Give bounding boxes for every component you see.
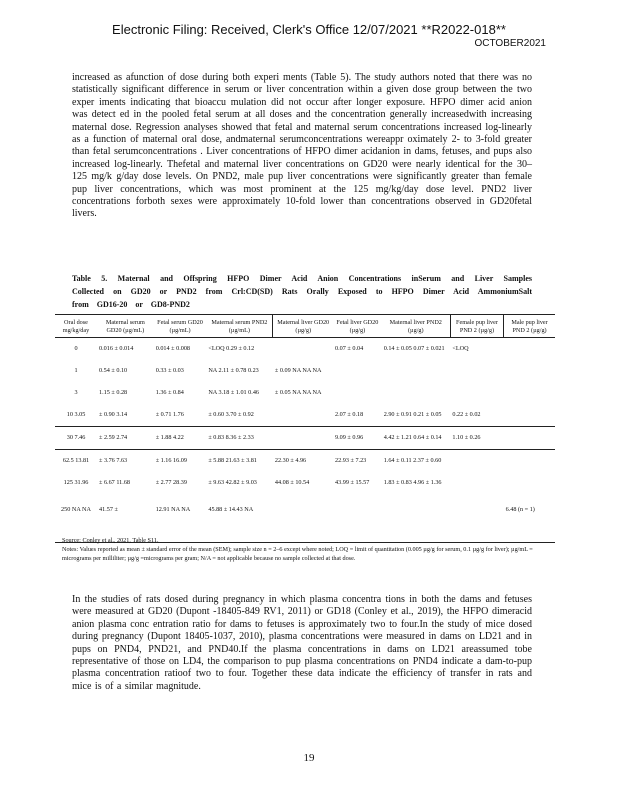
- cell-dose: 1: [74, 367, 78, 374]
- cell: ± 3.76 7.63: [99, 457, 128, 464]
- cell: 0.54 ± 0.10: [99, 367, 128, 374]
- header-female-pup-liver: Female pup liver PND 2 (µg/g): [450, 315, 503, 338]
- paragraph-1: increased as afunction of dose during both experi ments (Table 5). The study authors noted that there was no statistically significant difference in serum or liver concentration within a given dose group between the two exper iments indicating that bioaccu mulation did not occur after longer exposure. HFPO dimer acid anion was detect ed in the pooled fetal serum at all doses and the concentration generally increasedwith increasing maternal dose. Regression analyses showed that fetal and maternal serum concentrations increased log-linearly as a function of maternal oral dose, andmaternal serumconcentrations wereappr oximately 2- to 3-fold greater than fetal serumconcentrations . Liver concentrations of HFPO dimer acidanion in dams, fetuses, and pups also increased log-linearly. Thefetal and maternal liver concentrations on GD20 were nearly identical for the 30–125 mg/k g/day dose levels. On PND2, male pup liver concentrations were significantly greater than female pup liver concentrations, which was most prominent at the 125 mg/kg/day dose level. PND2 liver concentrations forboth sexes were approximately 10-fold lower than concentrations observed in GD20fetal livers.: [72, 72, 532, 220]
- cell: 0.014 ± 0.008: [155, 345, 191, 352]
- header-oral-dose: Oral dose mg/kg/day: [55, 315, 97, 338]
- cell: 0.33 ± 0.03: [155, 367, 184, 374]
- cell: 43.99 ± 15.57: [335, 479, 370, 486]
- cell: [504, 382, 555, 404]
- cell: [504, 338, 555, 361]
- cell: ± 2.59 2.74: [97, 427, 154, 450]
- cell: [382, 382, 451, 404]
- table-row: [55, 338, 555, 361]
- cell: 0.22 ± 0.02: [450, 404, 503, 427]
- cell: 2.07 ± 0.18: [333, 404, 382, 427]
- cell: NA 3.18 ± 1.01 0.46: [208, 389, 260, 396]
- cell: [504, 472, 555, 494]
- cell: ± 9.63 42.82 ± 9.03: [208, 479, 257, 486]
- cell: [333, 382, 382, 404]
- cell: 1.64 ± 0.11 2.37 ± 0.60: [383, 457, 442, 464]
- date-tag: OCTOBER2021: [474, 38, 546, 49]
- cell: [504, 450, 555, 473]
- cell-dose: 250 NA NA: [55, 494, 97, 543]
- cell: 1.83 ± 0.83 4.96 ± 1.36: [383, 479, 442, 486]
- cell: [450, 472, 503, 494]
- cell: [382, 360, 451, 382]
- cell: NA 2.11 ± 0.78 0.23: [208, 367, 259, 374]
- cell: ± 0.60 3.70 ± 0.92: [206, 404, 273, 427]
- cell: ± 0.05 NA NA NA: [274, 389, 322, 396]
- header-maternal-serum-gd20: Maternal serum GD20 (µg/mL): [97, 315, 154, 338]
- cell: [273, 404, 333, 427]
- cell: [273, 427, 333, 450]
- cell: [450, 382, 503, 404]
- cell-dose: 30 7.46: [55, 427, 97, 450]
- cell: ± 0.83 8.36 ± 2.33: [206, 427, 273, 450]
- cell: ± 0.71 1.76: [154, 404, 207, 427]
- cell: 44.08 ± 10.54: [274, 479, 310, 486]
- cell-dose: 62.5 13.81: [62, 457, 90, 464]
- cell: [333, 360, 382, 382]
- page-number: 19: [303, 752, 315, 764]
- table-source: Source: Conley et al., 2021, Table S11.: [62, 537, 159, 544]
- cell: 6.48 (n = 1): [504, 494, 555, 543]
- table-notes-text: Notes: Values reported as mean ± standard error of the mean (SEM); sample size n = 2–6 except where noted; LOQ = limit of quantitation (0.005 µg/g for serum, 0.1 µg/g for liver); µg/mL = micrograms per milliliter; µg/g =micrograms per gram; N/A = not applicable because no sample collected at that dose.: [62, 546, 533, 562]
- cell: ± 0.90 3.14: [97, 404, 154, 427]
- cell: 22.93 ± 7.23: [335, 457, 367, 464]
- cell: 4.42 ± 1.21 0.64 ± 0.14: [382, 427, 451, 450]
- cell: <LOQ: [452, 345, 469, 352]
- cell: [504, 360, 555, 382]
- cell: ± 2.77 28.39: [155, 479, 187, 486]
- cell: 1.15 ± 0.28: [99, 389, 128, 396]
- cell: 22.30 ± 4.96: [274, 457, 307, 464]
- cell: [504, 404, 555, 427]
- table-row: [55, 382, 555, 404]
- cell: ± 5.88 21.63 ± 3.81: [208, 457, 257, 464]
- cell: 41.57 ±: [97, 494, 154, 543]
- cell: 0.07 ± 0.04: [335, 345, 364, 352]
- header-fetal-liver-gd20: Fetal liver GD20 (µg/g): [333, 315, 382, 338]
- header-maternal-serum-pnd2: Maternal serum PND2 (µg/mL): [206, 315, 273, 338]
- cell: 1.36 ± 0.84: [155, 389, 184, 396]
- cell-dose: 125 31.96: [63, 479, 89, 486]
- table-row: [55, 472, 555, 494]
- table-row: [55, 360, 555, 382]
- table-row: [55, 404, 555, 427]
- cell: 0.14 ± 0.05 0.07 ± 0.021: [383, 345, 445, 352]
- table-notes: [62, 536, 552, 563]
- cell: [450, 360, 503, 382]
- cell-dose: 0: [74, 345, 78, 352]
- cell: ± 1.88 4.22: [154, 427, 207, 450]
- table-row: [55, 427, 555, 450]
- cell: ± 1.16 16.09: [155, 457, 187, 464]
- table-header-row: [55, 315, 555, 338]
- cell: 45.88 ± 14.43 NA: [206, 494, 273, 543]
- cell-dose: 3: [74, 389, 78, 396]
- cell: ± 0.09 NA NA NA: [274, 367, 322, 374]
- cell: 0.016 ± 0.014: [99, 345, 134, 352]
- cell: <LOQ 0.29 ± 0.12: [208, 345, 255, 352]
- filing-header: Electronic Filing: Received, Clerk's Office 12/07/2021 **R2022-018**: [112, 22, 506, 37]
- header-fetal-serum-gd20: Fetal serum GD20 (µg/mL): [154, 315, 207, 338]
- cell: 12.91 NA NA: [154, 494, 207, 543]
- cell: [273, 338, 333, 361]
- cell: ± 6.67 11.68: [99, 479, 131, 486]
- cell: [450, 450, 503, 473]
- table-row: [55, 450, 555, 473]
- cell: [504, 427, 555, 450]
- cell: 9.09 ± 0.96: [333, 427, 382, 450]
- header-maternal-liver-gd20: Maternal liver GD20 (µg/g): [273, 315, 333, 338]
- cell: 1.10 ± 0.26: [450, 427, 503, 450]
- header-male-pup-liver: Male pup liver PND 2 (µg/g): [504, 315, 555, 338]
- paragraph-2: In the studies of rats dosed during pregnancy in which plasma concentra tions in both the dams and fetuses were measured at GD20 (Dupont -18405-849 RV1, 2011) or GD18 (Conley et al., 2019), the HFPO dimeracid anion plasma conc entration ratio for dams to fetuses is approximately two to four.In the study of mice dosed during pregnancy (Dupont 18405-1037, 2010), plasma concentrations were measured in dams on LD21 and in pups on PND4, PND21, and PND40.If the plasma concentrations in dams on LD21 areassumed tobe representative of those on LD4, the comparison to pup plasma concentrations on PND4 indicate a dam-to-pup plasma concentration ratioof two to four. Together these data indicate the efficiency of transfer in rats and mice is of a similar magnitude.: [72, 594, 532, 692]
- data-table: [55, 314, 555, 543]
- cell-dose: 10 3.05: [55, 404, 97, 427]
- cell: 2.90 ± 0.91 0.21 ± 0.05: [382, 404, 451, 427]
- header-maternal-liver-pnd2: Maternal liver PND2 (µg/g): [382, 315, 451, 338]
- table-caption: Table 5. Maternal and Offspring HFPO Dimer Acid Anion Concentrations inSerum and Liver Samples Collected on GD20 or PND2 from Crl:CD(SD) Rats Orally Exposed to HFPO Dimer Acid AmmoniumSalt from GD16-20 or GD8-PND2: [72, 274, 532, 309]
